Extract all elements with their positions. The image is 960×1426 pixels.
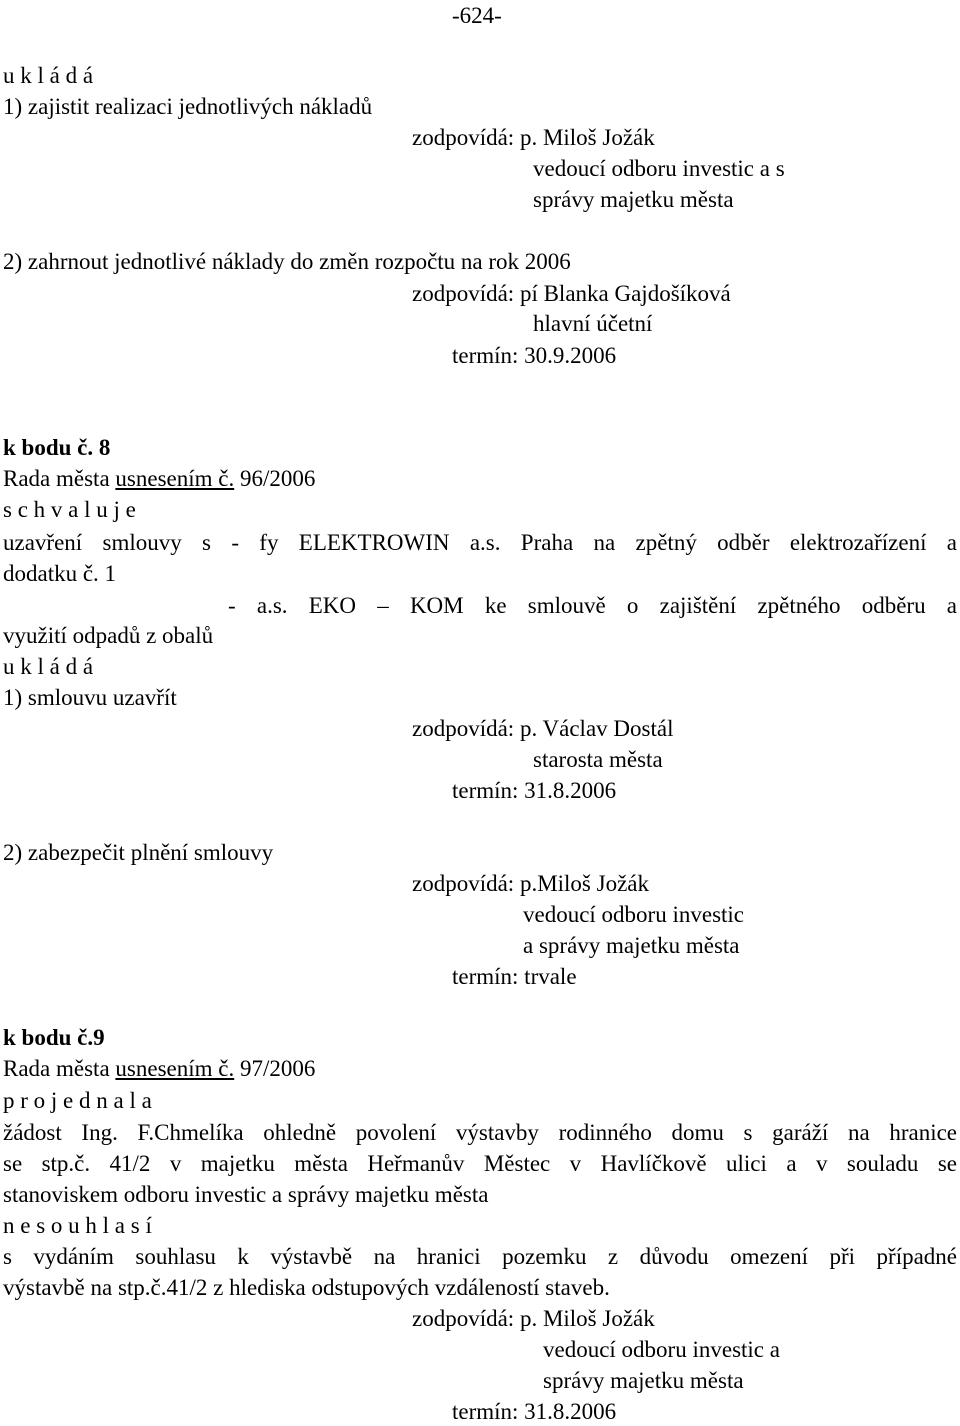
section-heading: k bodu č.9: [3, 1025, 105, 1050]
resolution-council: Rada města: [3, 1056, 116, 1081]
section-heading: k bodu č. 8: [3, 435, 111, 460]
resolution-council: Rada města: [3, 466, 116, 491]
responsible-person: zodpovídá: p. Miloš Jožák: [412, 1306, 655, 1331]
task-item: 1) smlouvu uzavřít: [3, 685, 177, 710]
responsible-person: zodpovídá: pí Blanka Gajdošíková: [412, 281, 731, 306]
deadline: termín: 31.8.2006: [452, 778, 617, 803]
deadline: termín: 31.8.2006: [452, 1399, 617, 1424]
decision-verb: n e s o u h l a s í: [3, 1213, 152, 1238]
paragraph-line: s vydáním souhlasu k výstavbě na hranici pozemku z důvodu omezení při případné: [3, 1244, 957, 1269]
responsible-role: vedoucí odboru investic a: [543, 1337, 780, 1362]
responsible-person: zodpovídá: p. Miloš Jožák: [412, 125, 655, 150]
deadline: termín: trvale: [452, 964, 577, 989]
paragraph-line: se stp.č. 41/2 v majetku města Heřmanův Městec v Havlíčkově ulici a v souladu se: [3, 1151, 957, 1176]
task-item: 1) zajistit realizaci jednotlivých nákladů: [3, 94, 373, 119]
paragraph-line: - a.s. EKO – KOM ke smlouvě o zajištění zpětného odběru a: [228, 593, 957, 618]
paragraph-line: využití odpadů z obalů: [3, 623, 214, 648]
resolution-number: 97/2006: [234, 1056, 316, 1081]
resolution-label: usnesením č.: [115, 1056, 235, 1081]
responsible-person: zodpovídá: p. Václav Dostál: [412, 716, 674, 741]
paragraph-line: uzavření smlouvy s - fy ELEKTROWIN a.s. Praha na zpětný odběr elektrozařízení a: [3, 530, 957, 555]
responsible-role: vedoucí odboru investic a s: [533, 156, 785, 181]
resolution-label: usnesením č.: [115, 466, 235, 491]
responsible-person: zodpovídá: p.Miloš Jožák: [412, 871, 649, 896]
responsible-role: vedoucí odboru investic: [523, 902, 745, 927]
resolution-line: [3, 1055, 315, 1083]
responsible-role: a správy majetku města: [523, 933, 740, 958]
task-item: 2) zahrnout jednotlivé náklady do změn rozpočtu na rok 2006: [3, 249, 571, 274]
task-item: 2) zabezpečit plnění smlouvy: [3, 840, 274, 865]
deadline: termín: 30.9.2006: [452, 343, 617, 368]
paragraph-line: dodatku č. 1: [3, 561, 117, 586]
resolution-line: [3, 465, 315, 493]
uklada-label: u k l á d á: [3, 654, 94, 679]
responsible-role: správy majetku města: [543, 1368, 744, 1393]
page-number: -624-: [452, 3, 502, 28]
uklada-label: u k l á d á: [3, 63, 94, 88]
responsible-role: správy majetku města: [533, 187, 734, 212]
paragraph-line: žádost Ing. F.Chmelíka ohledně povolení výstavby rodinného domu s garáží na hranice: [3, 1120, 957, 1145]
responsible-role: starosta města: [533, 747, 663, 772]
decision-verb: p r o j e d n a l a: [3, 1088, 152, 1113]
resolution-number: 96/2006: [234, 466, 316, 491]
paragraph-line: stanoviskem odboru investic a správy majetku města: [3, 1182, 489, 1207]
responsible-role: hlavní účetní: [533, 311, 653, 336]
decision-verb: s c h v a l u j e: [3, 497, 136, 522]
paragraph-line: výstavbě na stp.č.41/2 z hlediska odstupových vzdáleností staveb.: [3, 1275, 610, 1300]
